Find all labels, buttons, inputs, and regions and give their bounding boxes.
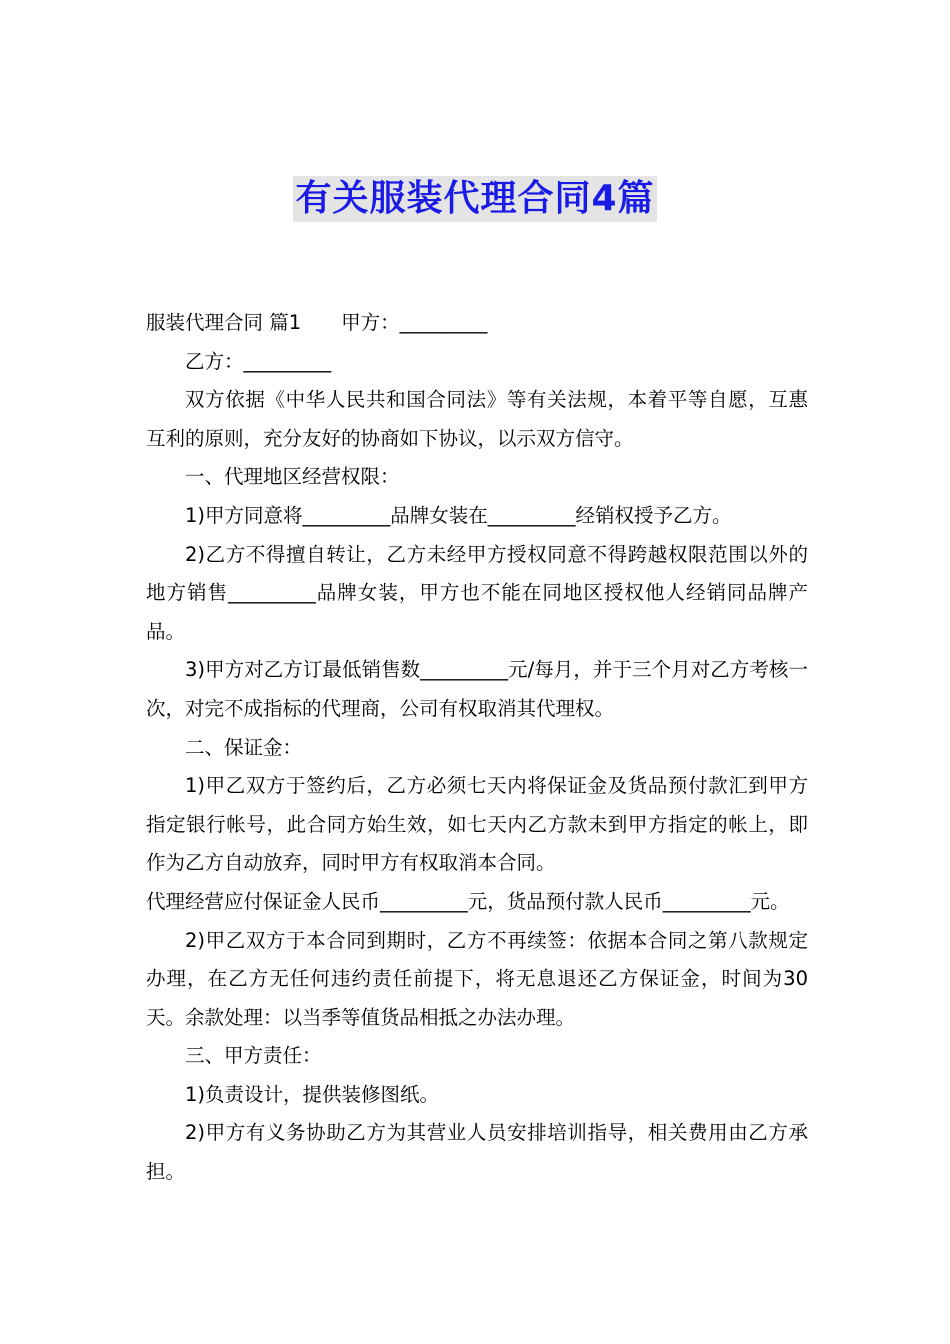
deposit-amounts: 代理经营应付保证金人民币_________元，货品预付款人民币_________元。 [146,889,790,913]
section-heading-2: 二、保证金： [185,735,303,759]
party-b-field: 乙方：_________ [185,349,332,373]
first-line [146,304,808,343]
contract-heading: 服装代理合同 篇1 [146,311,302,334]
clause-1-3: 3)甲方对乙方订最低销售数_________元/每月，并于三个月对乙方考核一次，对完不成指标的代理商，公司有权取消其代理权。 [146,658,808,720]
section-heading-3: 三、甲方责任： [185,1044,322,1068]
clause-1-1: 1)甲方同意将_________品牌女装在_________经销权授予乙方。 [185,503,732,527]
clause-3-2: 2)甲方有义务协助乙方为其营业人员安排培训指导，相关费用由乙方承担。 [146,1121,808,1184]
clause-1-2: 2)乙方不得擅自转让，乙方未经甲方授权同意不得跨越权限范围以外的地方销售_________品牌女装，甲方也不能在同地区授权他人经销同品牌产品。 [146,542,808,643]
clause-3-1: 1)负责设计，提供装修图纸。 [185,1082,440,1106]
party-a-field: 甲方：_________ [341,311,488,334]
document-title: 有关服装代理合同4篇 [293,176,656,222]
paragraph-intro: 双方依据《中华人民共和国合同法》等有关法规，本着平等自愿，互惠互利的原则，充分友好的协商如下协议，以示双方信守。 [146,388,808,450]
title-container [0,176,950,222]
clause-2-2: 2)甲乙双方于本合同到期时，乙方不再续签：依据本合同之第八款规定办理，在乙方无任何违约责任前提下，将无息退还乙方保证金，时间为30天。余款处理：以当季等值货品相抵之办法办理。 [146,928,808,1029]
section-heading-1: 一、代理地区经营权限： [185,465,400,489]
document-body [146,304,808,1192]
clause-2-1: 1)甲乙双方于签约后，乙方必须七天内将保证金及货品预付款汇到甲方指定银行帐号，此合同方始生效，如七天内乙方款未到甲方指定的帐上，即作为乙方自动放弃，同时甲方有权取消本合同。 [146,774,808,875]
